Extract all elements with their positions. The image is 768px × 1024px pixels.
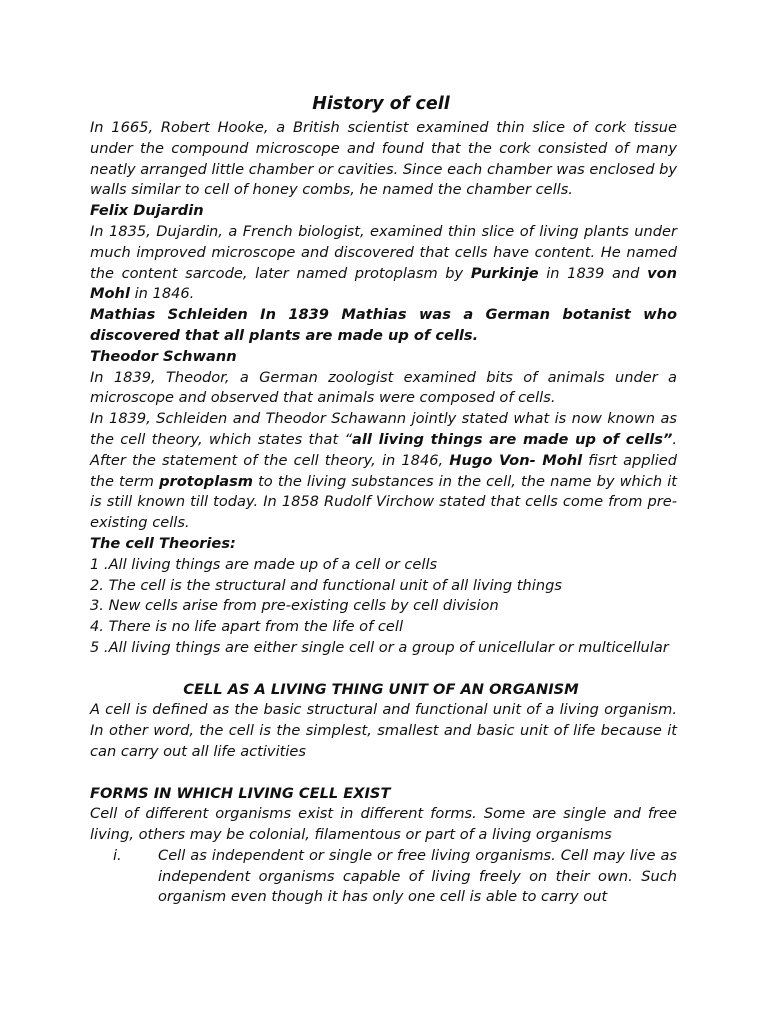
heading-dujardin: Felix Dujardin (90, 202, 204, 220)
document-page (85, 92, 677, 908)
heading-cell-theories: The cell Theories: (90, 534, 236, 552)
text-span: In 1835, Dujardin, a French biologist, examined thin slice of living plants under much improved microscope and discovered that cells have content. He named the content sarcode, later named protoplasm by (90, 222, 677, 282)
roman-item-text: Cell as independent or single or free living organisms. Cell may live as independent organisms capable of living freely on their own. Such organism even though it has only one cell is able to carry out (158, 846, 677, 906)
list-item: 5 .All living things are either single cell or a group of unicellular or multicellular (90, 638, 669, 656)
paragraph-hooke: In 1665, Robert Hooke, a British scientist examined thin slice of cork tissue under the compound microscope and found that the cork consisted of many neatly arranged little chamber or cavities. Since each chamber was enclosed by walls similar to cell of honey combs, he named the chamber cells. (90, 119, 677, 199)
roman-numeral (85, 846, 158, 908)
bold-quote: all living things are made up of cells” (352, 430, 673, 448)
paragraph-forms: Cell of different organisms exist in different forms. Some are single and free living, others may be colonial, filamentous or part of a living organisms (90, 805, 677, 844)
heading-forms: FORMS IN WHICH LIVING CELL EXIST (90, 784, 391, 802)
roman-numeral-text: i. (113, 846, 122, 864)
list-item: 4. There is no life apart from the life of cell (90, 618, 404, 636)
page-title: History of cell (312, 94, 450, 114)
text-span: . After the statement of the cell theory, in 1846, (90, 430, 677, 469)
paragraph-cell-theory (85, 409, 677, 534)
list-item: 3. New cells arise from pre-existing cells by cell division (90, 597, 499, 615)
text-span: in 1846. (129, 285, 195, 303)
heading-schwann: Theodor Schwann (90, 347, 237, 365)
theories-list (85, 555, 677, 638)
paragraph-cell-definition: A cell is defined as the basic structural and functional unit of a living organism. In other word, the cell is the simplest, smallest and basic unit of life because it can carry out all life activities (90, 701, 677, 760)
paragraph-schwann: In 1839, Theodor, a German zoologist examined bits of animals under a microscope and observed that animals were composed of cells. (90, 368, 677, 407)
text-span: fisrt applied the term (90, 451, 678, 490)
bold-von-mohl: von Mohl (90, 264, 677, 303)
text-span: In 1839, Schleiden and Theodor Schawann jointly stated what is now known as the cell theory, which states that “ (90, 410, 677, 448)
text-span: to the living substances in the cell, the name by which it is still known till today. In 1858 Rudolf Virchow stated that cells come from pre- existing cells. (90, 472, 677, 532)
list-item: 2. The cell is the structural and functional unit of all living things (90, 576, 562, 594)
paragraph-dujardin (85, 222, 677, 305)
bold-protoplasm: protoplasm (159, 472, 253, 490)
spacer (85, 763, 677, 784)
list-item: 1 .All living things are made up of a cell or cells (90, 555, 438, 573)
heading-cell-unit: CELL AS A LIVING THING UNIT OF AN ORGANISM (183, 680, 579, 698)
bold-schleiden: Mathias Schleiden In 1839 Mathias was a German botanist who discovered that all plants are made up of cells. (90, 306, 677, 344)
bold-hugo-von-mohl: Hugo Von- Mohl (449, 451, 583, 469)
text-span: in 1839 and (538, 264, 648, 282)
roman-list-item (85, 846, 677, 908)
paragraph-schleiden (85, 305, 677, 347)
bold-purkinje: Purkinje (470, 264, 539, 282)
